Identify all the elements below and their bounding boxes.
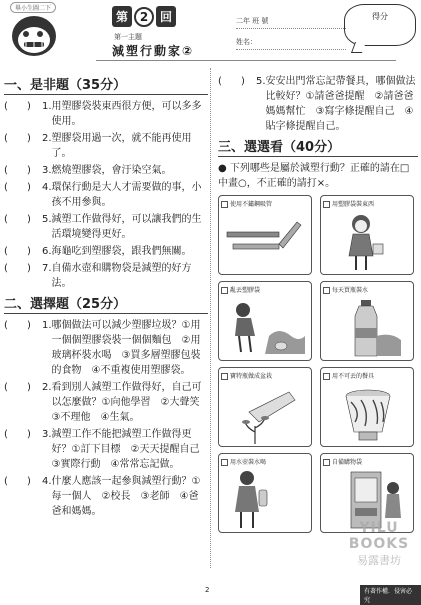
answer-blank[interactable]: ( ) xyxy=(218,76,245,87)
lesson-number: 2 xyxy=(134,7,154,27)
answer-blank[interactable]: ( ) xyxy=(4,133,31,144)
page-number: 2 xyxy=(205,586,210,594)
tf-question-2 xyxy=(4,131,208,161)
boy-litter-icon xyxy=(219,296,312,360)
answer-blank[interactable]: ( ) xyxy=(4,320,31,331)
publisher-watermark xyxy=(340,520,418,568)
mc-question-4 xyxy=(4,474,208,519)
picture-card-4 xyxy=(320,281,414,361)
card-label: 寶特瓶做成盆栽 xyxy=(230,373,273,380)
question-number: 7. xyxy=(42,263,52,274)
question-text: 用塑膠袋裝東西很方便，可以多多使用。 xyxy=(51,101,202,127)
section2-title: 二、選擇題（25分） xyxy=(4,297,208,314)
section3-instruction: ● 下列哪些是屬於減塑行動？正確的請在□中畫○，不正確的請打×。 xyxy=(218,163,410,189)
question-number: 3. xyxy=(42,429,52,440)
checkbox[interactable] xyxy=(221,373,228,380)
checkbox[interactable] xyxy=(221,459,228,466)
question-number: 1. xyxy=(42,320,52,331)
question-number: 5. xyxy=(256,76,266,87)
answer-blank[interactable]: ( ) xyxy=(4,476,31,487)
watermark-line3: 易露書坊 xyxy=(357,554,401,567)
checkbox[interactable] xyxy=(323,287,330,294)
section3-title: 三、選選看（40分） xyxy=(218,140,418,157)
question-number: 3. xyxy=(42,165,52,176)
mc-question-5 xyxy=(218,74,418,134)
right-column xyxy=(218,74,418,533)
question-text: 燃燒塑膠袋，會汙染空氣。 xyxy=(51,165,172,176)
card-label: 每天買瓶裝水 xyxy=(332,287,369,294)
lesson-prefix: 第 xyxy=(112,6,132,27)
tf-question-3 xyxy=(4,163,208,178)
checkbox[interactable] xyxy=(221,201,228,208)
card-label: 自備購物袋 xyxy=(332,459,363,466)
header-divider xyxy=(96,60,396,61)
card-label: 亂丟塑膠袋 xyxy=(230,287,261,294)
picture-card-2 xyxy=(320,195,414,275)
question-number: 2. xyxy=(42,382,52,393)
tf-question-5 xyxy=(4,212,208,242)
question-number: 2. xyxy=(42,133,52,144)
lesson-suffix: 回 xyxy=(156,6,176,27)
score-bubble: 得分 xyxy=(344,4,416,46)
question-text: 減塑工作做得好，可以讓我們的生活環境變得更好。 xyxy=(51,214,202,240)
section1-list xyxy=(4,99,208,291)
tf-question-1 xyxy=(4,99,208,129)
answer-blank[interactable]: ( ) xyxy=(4,263,31,274)
question-text: 哪個做法可以減少塑膠垃圾？①用一個個塑膠袋裝一個個麵包 ②用玻璃杯裝水喝 ③買多層塑膠包裝的食物 ④不重複使用塑膠袋。 xyxy=(51,320,201,376)
answer-blank[interactable]: ( ) xyxy=(4,182,31,193)
picture-card-7 xyxy=(218,453,312,533)
copyright-notice: 有著作權．侵害必究 xyxy=(360,585,421,605)
name-field[interactable]: 姓名： xyxy=(236,37,346,50)
watermark-line1: YILU xyxy=(359,520,399,536)
girl-bag-icon xyxy=(321,210,414,274)
theme-label: 第一主題 xyxy=(114,33,142,41)
water-flask-icon xyxy=(219,468,312,532)
question-number: 6. xyxy=(42,246,52,257)
answer-blank[interactable]: ( ) xyxy=(4,101,31,112)
question-text: 減塑工作不能把減塑工作做得更好？①訂下目標 ②天天提醒自己 ③實際行動 ④常常忘記做。 xyxy=(51,429,210,470)
answer-blank[interactable]: ( ) xyxy=(4,382,31,393)
picture-card-6 xyxy=(320,367,414,447)
question-text: 海龜吃到塑膠袋，跟我們無關。 xyxy=(51,246,192,257)
picture-grid xyxy=(218,195,418,533)
question-text: 看到別人減塑工作做得好，自己可以怎麼做？①向他學習 ②大聲笑 ③不理他 ④生氣。 xyxy=(51,382,210,423)
unit-title: 減塑行動家② xyxy=(112,44,195,58)
answer-blank[interactable]: ( ) xyxy=(4,214,31,225)
column-divider xyxy=(210,68,211,568)
checkbox[interactable] xyxy=(323,373,330,380)
instruction-text: 下列哪些是屬於減塑行動？正確的請在□中畫○，不正確的請打×。 xyxy=(218,163,410,189)
question-text: 什麼人應該一起參與減塑行動？①每一個人 ②校長 ③老師 ④爸爸和媽媽。 xyxy=(51,476,201,517)
metal-straw-icon xyxy=(219,210,312,274)
question-number: 5. xyxy=(42,214,52,225)
watermark-line2: BOOKS xyxy=(348,536,410,552)
water-bottle-icon xyxy=(321,296,414,360)
tf-question-6 xyxy=(4,244,208,259)
answer-blank[interactable]: ( ) xyxy=(4,165,31,176)
picture-card-1 xyxy=(218,195,312,275)
mc-question-3 xyxy=(4,427,208,472)
lesson-tag xyxy=(112,6,176,27)
question-number: 4. xyxy=(42,476,52,487)
answer-blank[interactable]: ( ) xyxy=(4,246,31,257)
container-icon xyxy=(321,382,414,446)
student-info xyxy=(236,8,346,56)
series-label: 畢小生圖二下 xyxy=(10,2,56,13)
mc-question-1 xyxy=(4,318,208,378)
mc-question-2 xyxy=(4,380,208,425)
question-number: 4. xyxy=(42,182,52,193)
question-text: 環保行動是大人才需要做的事，小孩不用參與。 xyxy=(51,182,202,208)
left-column xyxy=(4,78,208,521)
checkbox[interactable] xyxy=(323,201,330,208)
question-text: 安安出門常忘記帶餐具，哪個做法比較好？①請爸爸提醒 ②請爸爸媽媽幫忙 ③寫字條提醒自己 ④貼字條提醒自己。 xyxy=(265,76,416,132)
checkbox[interactable] xyxy=(221,287,228,294)
picture-card-3 xyxy=(218,281,312,361)
card-label: 使用不鏽鋼吸管 xyxy=(230,201,273,208)
card-label: 用水壺裝水喝 xyxy=(230,459,267,466)
section1-title: 一、是非題（35分） xyxy=(4,78,208,95)
tf-question-4 xyxy=(4,180,208,210)
question-text: 塑膠袋用過一次，就不能再使用了。 xyxy=(51,133,192,159)
question-text: 自備水壺和購物袋是減塑的好方法。 xyxy=(51,263,192,289)
picture-card-5 xyxy=(218,367,312,447)
grade-field[interactable]: 二年 班 號 xyxy=(236,16,346,29)
checkbox[interactable] xyxy=(323,459,330,466)
section2-list xyxy=(4,318,208,519)
card-label: 用不可丟的餐具 xyxy=(332,373,375,380)
tf-question-7 xyxy=(4,261,208,291)
bottle-planter-icon xyxy=(219,382,312,446)
answer-blank[interactable]: ( ) xyxy=(4,429,31,440)
question-number: 1. xyxy=(42,101,52,112)
card-label: 用塑膠袋裝東西 xyxy=(332,201,375,208)
